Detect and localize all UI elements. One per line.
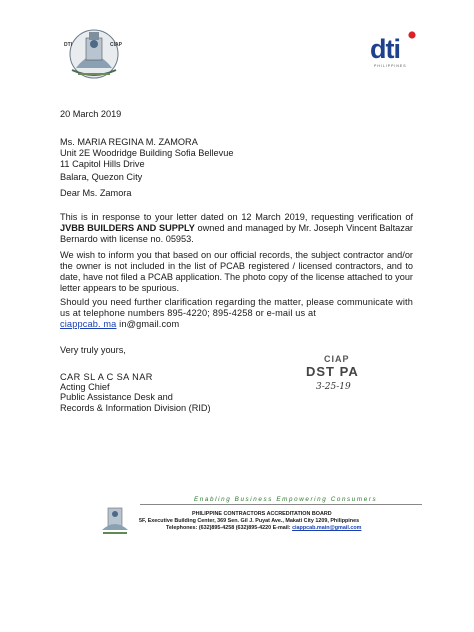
company-name: JVBB BUILDERS AND SUPPLY <box>60 223 195 233</box>
contact-email-rest: in@gmail.com <box>116 319 180 329</box>
paragraph-findings: We wish to inform you that based on our official records, the subject contractor and/or the owner is not included in the list of PCAB registered / licensed contractors, and to date, have not filed a PCAB application. The photo copy of the license attached to your letter appears to be spurious. <box>60 250 413 293</box>
letter-date: 20 March 2019 <box>60 109 122 119</box>
footer-email-link[interactable]: ciappcab.main@gmail.com <box>292 525 362 531</box>
paragraph-contact-text: Should you need further clarification regarding the matter, please communicate with us at telephone numbers 895-4220; 895-4258 or e-mail us at <box>60 297 413 318</box>
footer-contact <box>166 525 361 532</box>
recipient-address-line1: Unit 2E Woodridge Building Sofia Bellevue <box>60 148 234 158</box>
stamp-line-3: 3-25-19 <box>316 382 351 392</box>
stamp-line-2: DST PA <box>306 364 359 379</box>
footer-seal-logo <box>100 504 130 536</box>
recipient-name: Ms. MARIA REGINA M. ZAMORA <box>60 137 198 147</box>
signatory-title-2: Public Assistance Desk and <box>60 392 173 402</box>
footer-divider <box>140 504 422 505</box>
salutation: Dear Ms. Zamora <box>60 188 132 198</box>
closing: Very truly yours, <box>60 345 126 355</box>
seal-graphic-icon <box>58 24 130 82</box>
seal-label-dti: DTI <box>64 42 73 48</box>
dti-logo-dot-icon <box>407 30 417 40</box>
recipient-address-line2: 11 Capitol Hills Drive <box>60 159 145 169</box>
footer-phones: Telephones: (632)895-4258 (632)895-4220 <box>166 525 272 531</box>
footer-org: PHILIPPINE CONTRACTORS ACCREDITATION BOARD <box>192 511 332 517</box>
signatory-title-1: Acting Chief <box>60 382 110 392</box>
dti-logo-subtext: PHILIPPINES <box>374 64 407 68</box>
signatory-title-3: Records & Information Division (RID) <box>60 403 211 413</box>
footer-seal-icon <box>100 504 130 536</box>
stamp-line-1: CIAP <box>324 354 350 364</box>
paragraph-request <box>60 212 413 245</box>
dti-ciap-seal-logo <box>58 24 130 82</box>
paragraph-contact <box>60 297 413 330</box>
dti-logo <box>370 30 420 72</box>
footer-tagline: Enabling Business Empowering Consumers <box>194 496 378 503</box>
dti-logo-word: dti <box>370 34 400 64</box>
footer-address: 5F, Executive Building Center, 369 Sen. Gil J. Puyat Ave., Makati City 1209, Philippines <box>139 518 360 524</box>
received-stamp <box>302 353 376 393</box>
footer-email-label: E-mail: <box>272 525 291 531</box>
seal-label-ciap: CIAP <box>110 42 122 48</box>
stamp-graphic-icon <box>302 353 376 393</box>
paragraph-request-rest: owned and managed by Mr. Joseph Vincent Baltazar Bernardo with license no. 05953. <box>60 223 413 244</box>
paragraph-request-intro: This is in response to your letter dated on 12 March 2019, requesting verification of <box>60 212 413 222</box>
recipient-address-line3: Balara, Quezon City <box>60 172 143 182</box>
contact-email-link[interactable]: ciappcab. ma <box>60 319 117 329</box>
signatory-name: CAR SL A C SA NAR <box>60 372 153 382</box>
